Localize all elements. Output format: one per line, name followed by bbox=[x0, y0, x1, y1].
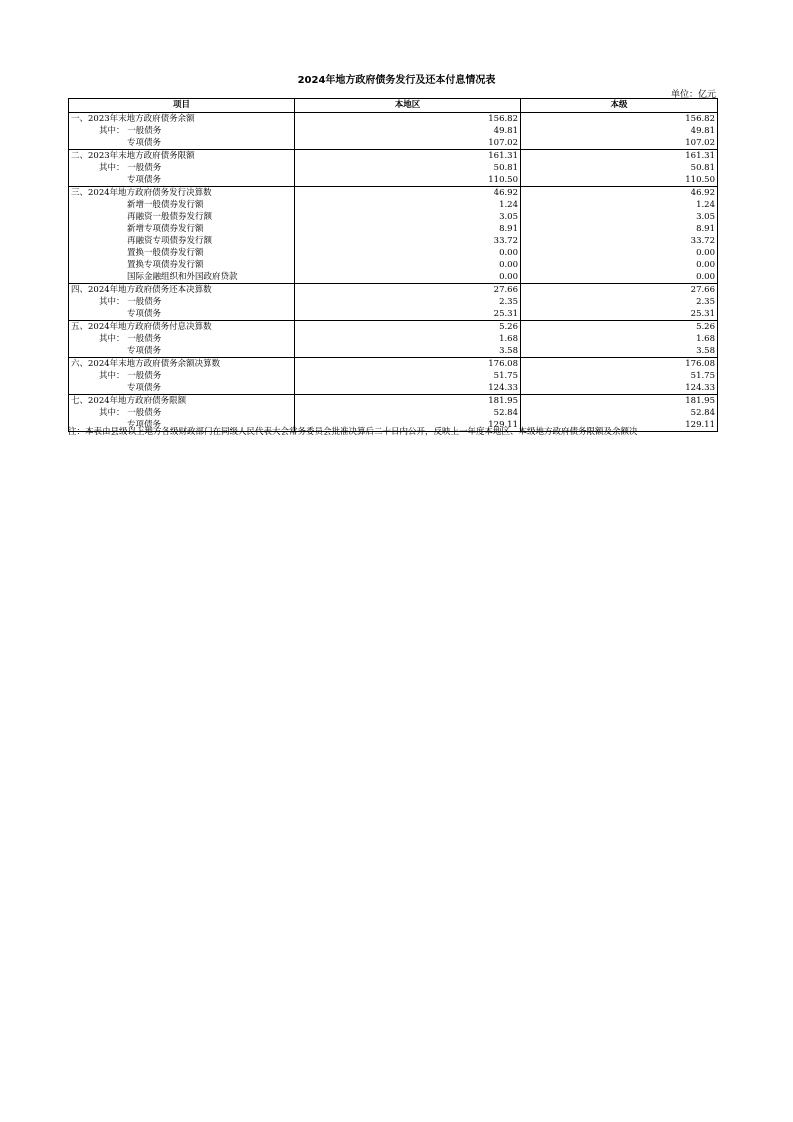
row-level-value: 46.92 bbox=[521, 187, 718, 200]
table-row bbox=[69, 211, 718, 223]
row-label: 置换专项债券发行额 bbox=[69, 259, 295, 271]
row-level-value: 49.81 bbox=[521, 125, 718, 137]
row-label: 其中： 一般债务 bbox=[69, 162, 295, 174]
row-local-value: 50.81 bbox=[295, 162, 521, 174]
row-label: 其中： 一般债务 bbox=[69, 370, 295, 382]
row-label: 三、2024年地方政府债务发行决算数 bbox=[69, 187, 295, 200]
row-local-value: 3.05 bbox=[295, 211, 521, 223]
row-label: 其中： 一般债务 bbox=[69, 125, 295, 137]
row-local-value: 110.50 bbox=[295, 174, 521, 187]
row-label: 其中： 一般债务 bbox=[69, 296, 295, 308]
table-row bbox=[69, 187, 718, 200]
row-level-value: 107.02 bbox=[521, 137, 718, 150]
row-label: 专项债务 bbox=[69, 382, 295, 395]
row-local-value: 51.75 bbox=[295, 370, 521, 382]
row-local-value: 52.84 bbox=[295, 407, 521, 419]
row-local-value: 129.11 bbox=[295, 419, 521, 432]
table-row bbox=[69, 321, 718, 334]
row-local-value: 8.91 bbox=[295, 223, 521, 235]
row-label: 专项债务 bbox=[69, 419, 295, 432]
row-level-value: 52.84 bbox=[521, 407, 718, 419]
table-body bbox=[69, 113, 718, 432]
row-local-value: 124.33 bbox=[295, 382, 521, 395]
table-row bbox=[69, 235, 718, 247]
row-level-value: 110.50 bbox=[521, 174, 718, 187]
row-level-value: 176.08 bbox=[521, 358, 718, 371]
row-label: 置换一般债券发行额 bbox=[69, 247, 295, 259]
debt-table bbox=[68, 98, 718, 432]
row-level-value: 156.82 bbox=[521, 113, 718, 126]
row-level-value: 2.35 bbox=[521, 296, 718, 308]
row-level-value: 0.00 bbox=[521, 247, 718, 259]
page-title: 2024年地方政府债务发行及还本付息情况表 bbox=[297, 75, 496, 86]
row-local-value: 107.02 bbox=[295, 137, 521, 150]
row-local-value: 0.00 bbox=[295, 271, 521, 284]
table-row bbox=[69, 333, 718, 345]
row-level-value: 124.33 bbox=[521, 382, 718, 395]
row-level-value: 27.66 bbox=[521, 284, 718, 297]
row-local-value: 25.31 bbox=[295, 308, 521, 321]
row-level-value: 50.81 bbox=[521, 162, 718, 174]
row-level-value: 51.75 bbox=[521, 370, 718, 382]
row-label: 其中： 一般债务 bbox=[69, 407, 295, 419]
row-level-value: 3.05 bbox=[521, 211, 718, 223]
table-row bbox=[69, 358, 718, 371]
row-local-value: 156.82 bbox=[295, 113, 521, 126]
row-label: 新增一般债券发行额 bbox=[69, 199, 295, 211]
table-row bbox=[69, 113, 718, 126]
row-level-value: 0.00 bbox=[521, 259, 718, 271]
header-item: 项目 bbox=[69, 99, 295, 113]
table-row bbox=[69, 271, 718, 284]
row-level-value: 3.58 bbox=[521, 345, 718, 358]
row-label: 其中： 一般债务 bbox=[69, 333, 295, 345]
table-row bbox=[69, 382, 718, 395]
row-label: 新增专项债券发行额 bbox=[69, 223, 295, 235]
row-level-value: 161.31 bbox=[521, 150, 718, 163]
row-label: 六、2024年末地方政府债务余额决算数 bbox=[69, 358, 295, 371]
table-row bbox=[69, 370, 718, 382]
table-row bbox=[69, 395, 718, 408]
header-level: 本级 bbox=[521, 99, 718, 113]
table-row bbox=[69, 296, 718, 308]
footnote: 注：本表由县级以上地方各级财政部门在同级人民代表大会常务委员会批准决算后二十日内公开，反映上一年度本地区、本级地方政府债务限额及余额决 bbox=[68, 427, 638, 437]
row-local-value: 2.35 bbox=[295, 296, 521, 308]
row-local-value: 46.92 bbox=[295, 187, 521, 200]
row-level-value: 1.68 bbox=[521, 333, 718, 345]
table-row bbox=[69, 259, 718, 271]
table-row bbox=[69, 150, 718, 163]
row-label: 五、2024年地方政府债务付息决算数 bbox=[69, 321, 295, 334]
row-local-value: 181.95 bbox=[295, 395, 521, 408]
row-label: 专项债务 bbox=[69, 174, 295, 187]
row-label: 专项债务 bbox=[69, 308, 295, 321]
row-label: 七、2024年地方政府债务限额 bbox=[69, 395, 295, 408]
row-level-value: 181.95 bbox=[521, 395, 718, 408]
row-label: 二、2023年末地方政府债务限额 bbox=[69, 150, 295, 163]
table-row bbox=[69, 308, 718, 321]
row-local-value: 161.31 bbox=[295, 150, 521, 163]
row-label: 一、2023年末地方政府债务余额 bbox=[69, 113, 295, 126]
table-row bbox=[69, 199, 718, 211]
row-label: 再融资专项债券发行额 bbox=[69, 235, 295, 247]
row-local-value: 49.81 bbox=[295, 125, 521, 137]
table-row bbox=[69, 345, 718, 358]
table-row bbox=[69, 162, 718, 174]
row-local-value: 3.58 bbox=[295, 345, 521, 358]
row-level-value: 0.00 bbox=[521, 271, 718, 284]
row-label: 专项债务 bbox=[69, 137, 295, 150]
row-level-value: 1.24 bbox=[521, 199, 718, 211]
table-row bbox=[69, 137, 718, 150]
row-local-value: 176.08 bbox=[295, 358, 521, 371]
row-level-value: 129.11 bbox=[521, 419, 718, 432]
row-level-value: 8.91 bbox=[521, 223, 718, 235]
table-row bbox=[69, 247, 718, 259]
row-label: 国际金融组织和外国政府贷款 bbox=[69, 271, 295, 284]
row-level-value: 5.26 bbox=[521, 321, 718, 334]
row-local-value: 1.24 bbox=[295, 199, 521, 211]
row-local-value: 1.68 bbox=[295, 333, 521, 345]
row-level-value: 33.72 bbox=[521, 235, 718, 247]
table-row bbox=[69, 223, 718, 235]
table-row bbox=[69, 125, 718, 137]
header-local: 本地区 bbox=[295, 99, 521, 113]
row-local-value: 0.00 bbox=[295, 259, 521, 271]
row-label: 四、2024年地方政府债务还本决算数 bbox=[69, 284, 295, 297]
table-row bbox=[69, 284, 718, 297]
row-level-value: 25.31 bbox=[521, 308, 718, 321]
table-header-row bbox=[69, 99, 718, 113]
row-local-value: 5.26 bbox=[295, 321, 521, 334]
table-row bbox=[69, 407, 718, 419]
row-local-value: 27.66 bbox=[295, 284, 521, 297]
row-local-value: 0.00 bbox=[295, 247, 521, 259]
row-label: 再融资一般债券发行额 bbox=[69, 211, 295, 223]
table-row bbox=[69, 174, 718, 187]
row-label: 专项债务 bbox=[69, 345, 295, 358]
row-local-value: 33.72 bbox=[295, 235, 521, 247]
unit-label: 单位：亿元 bbox=[670, 90, 716, 100]
